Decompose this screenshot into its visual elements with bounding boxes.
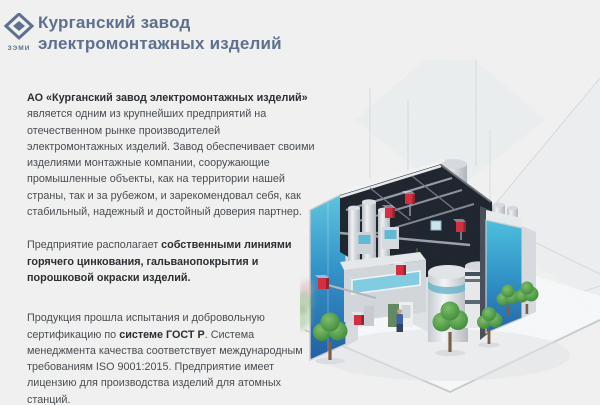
page-title bbox=[38, 13, 282, 54]
intro-text: является одним из крупнейших предприятий на отечественном рынке производителей электромонтажных изделий. Завод обеспечивает своими изделиями монтажные компании, сооружающие промышленные объекты, как на территории нашей страны, так и за рубежом, и зарекомендовал себя, как стабильный, надежный и достойный доверия партнер. bbox=[27, 108, 315, 219]
paragraph-lines bbox=[27, 237, 319, 286]
company-name: АО «Курганский завод электромонтажных изделий» bbox=[27, 92, 308, 104]
cert-rest: . Система менеджмента качества соответствует международным требованиям ISO 9001:2015. Предприятие имеет лицензию для производства изделий для атомных станций. bbox=[27, 328, 303, 405]
logo-text: ЗЭМИ bbox=[7, 45, 31, 52]
lines-bold: собственными линиями горячего цинкования, гальванопокрытия и порошковой окраски изделий. bbox=[27, 239, 292, 284]
paragraph-intro bbox=[27, 90, 319, 220]
crane-hoist bbox=[431, 221, 441, 230]
gost-bold: системе ГОСТ Р bbox=[119, 328, 205, 341]
paragraph-certification bbox=[27, 310, 319, 405]
header bbox=[4, 13, 282, 54]
title-line-2: электромонтажных изделий bbox=[38, 33, 282, 53]
title-line-1: Курганский завод bbox=[38, 13, 191, 32]
logo-diamond-icon bbox=[4, 13, 34, 41]
description-text bbox=[27, 90, 319, 405]
cert-lead: Продукция прошла испытания и добровольную сертификацию по bbox=[27, 312, 265, 341]
factory-cutaway-illustration bbox=[300, 60, 600, 405]
company-logo bbox=[4, 13, 34, 52]
lines-lead: Предприятие располагает bbox=[27, 239, 162, 252]
